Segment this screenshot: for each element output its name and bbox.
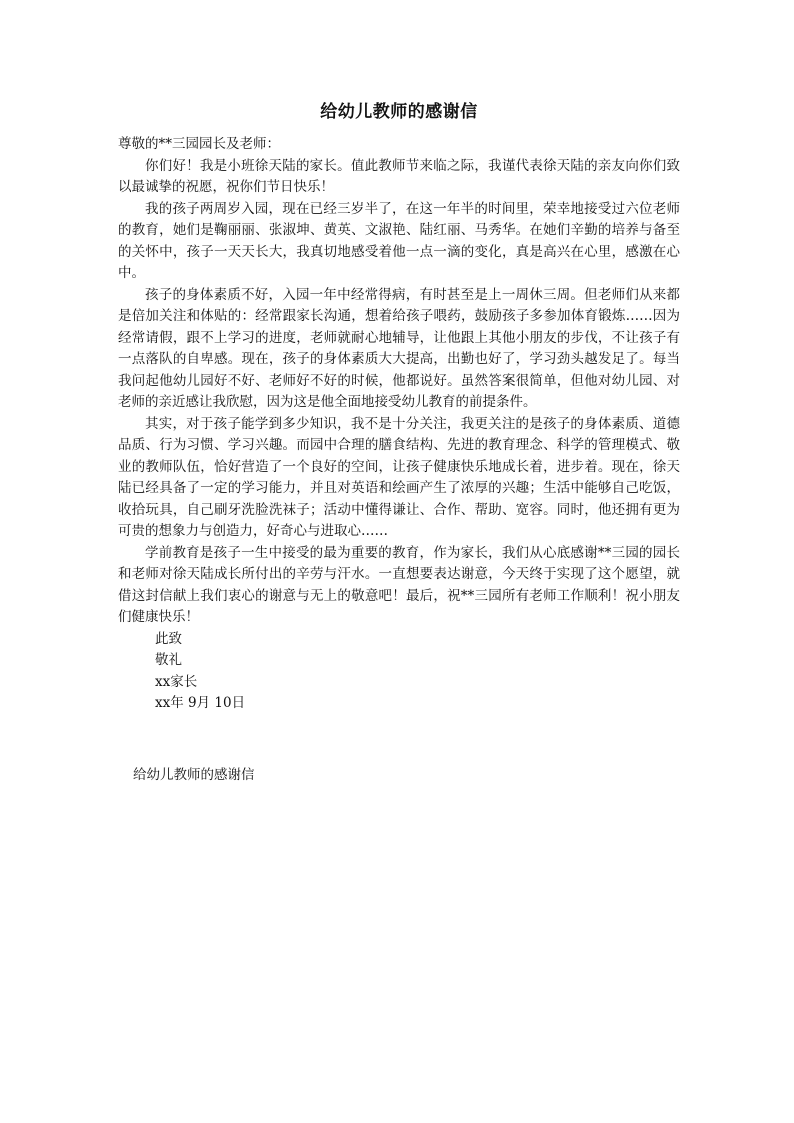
closing-line-cizhi: 此致 [155, 630, 182, 647]
letter-paragraph-2: 我的孩子两周岁入园，现在已经三岁半了，在这一年半的时间里，荣幸地接受过六位老师的教育，她们是鞠丽丽、张淑坤、黄英、文淑艳、陆红丽、马秀华。在她们辛勤的培养与备至的关怀中，孩子一天天长大，我真切地感受着他一点一滴的变化，真是高兴在心里，感激在心中。 [118, 200, 680, 281]
letter-paragraph-3: 孩子的身体素质不好，入园一年中经常得病，有时甚至是上一周休三周。但老师们从来都是倍加关注和体贴的：经常跟家长沟通，想着给孩子喂药，鼓励孩子多参加体育锻炼……因为经常请假，跟不上学习的进度，老师就耐心地辅导，让他跟上其他小朋友的步伐，不让孩子有一点落队的自卑感。现在，孩子的身体素质大大提高，出勤也好了，学习劲头越发足了。每当我问起他幼儿园好不好、老师好不好的时候，他都说好。虽然答案很简单，但他对幼儿园、对老师的亲近感让我欣慰，因为这是他全面地接受幼儿教育的前提条件。 [118, 286, 680, 410]
closing-line-jingli: 敬礼 [155, 652, 182, 668]
letter-page [118, 100, 680, 715]
letter-paragraph-4: 其实，对于孩子能学到多少知识，我不是十分关注，我更关注的是孩子的身体素质、道德品质、行为习惯、学习兴趣。而园中合理的膳食结构、先进的教育理念、科学的管理模式、敬业的教师队伍，恰好营造了一个良好的空间，让孩子健康快乐地成长着，进步着。现在，徐天陆已经具备了一定的学习能力，并且对英语和绘画产生了浓厚的兴趣；生活中能够自己吃饭，收拾玩具，自己刷牙洗脸洗袜子；活动中懂得谦让、合作、帮助、宽容。同时，他还拥有更为可贵的想象力与创造力，好奇心与进取心…… [118, 415, 680, 539]
letter-paragraph-5: 学前教育是孩子一生中接受的最为重要的教育，作为家长，我们从心底感谢**三园的园长和老师对徐天陆成长所付出的辛劳与汗水。一直想要表达谢意，今天终于实现了这个愿望，就借这封信献上我们衷心的谢意与无上的敬意吧！最后，祝**三园所有老师工作顺利！祝小朋友们健康快乐！ [118, 544, 680, 625]
letter-title: 给幼儿教师的感谢信 [320, 102, 478, 122]
letter-salutation: 尊敬的**三园园长及老师： [118, 136, 280, 152]
footer-title: 给幼儿教师的感谢信 [133, 767, 255, 783]
closing-line-date: xx年 9月 10日 [155, 695, 246, 711]
letter-paragraph-1: 你们好！我是小班徐天陆的家长。值此教师节来临之际，我谨代表徐天陆的亲友向你们致以最诚挚的祝愿，祝你们节日快乐！ [118, 157, 680, 195]
closing-line-signature: xx家长 [155, 673, 198, 690]
